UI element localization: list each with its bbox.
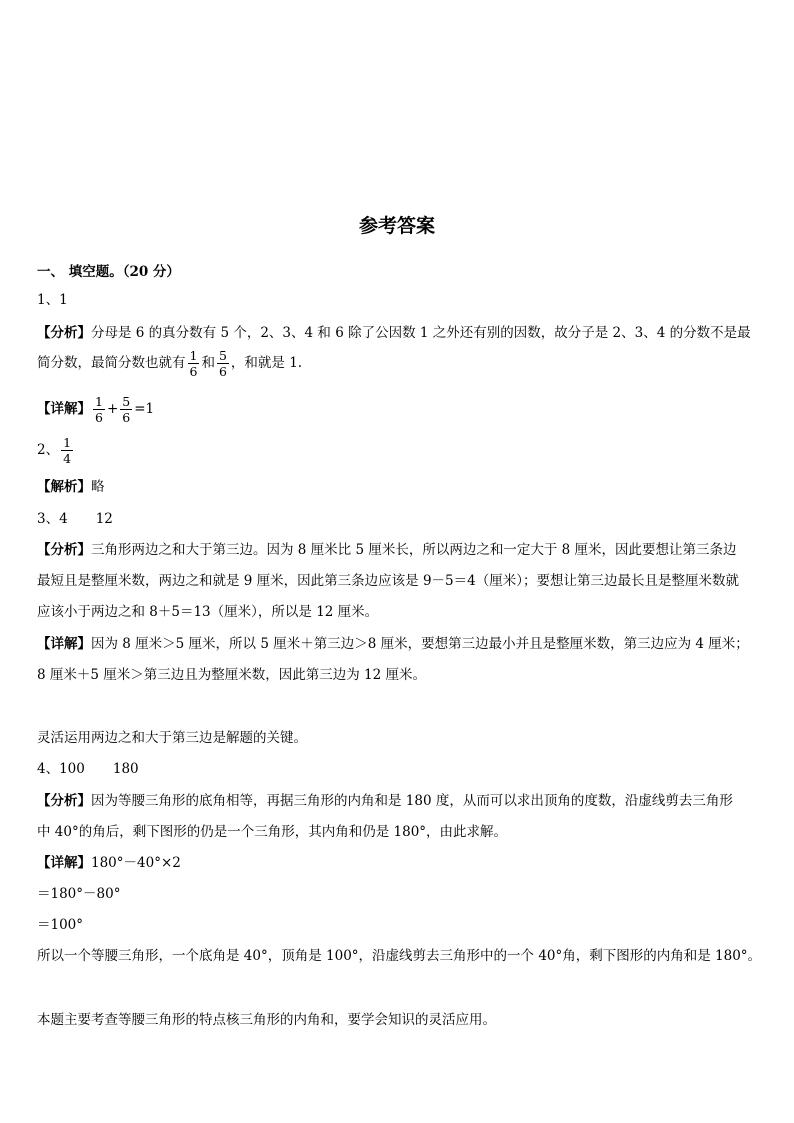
q3-analysis-line-2: 最短且是整厘米数，两边之和就是 9 厘米，因此第三条边应该是 9－5＝4（厘米）；要想让第三边最长且是整厘米数就	[37, 573, 739, 589]
q4-detail-line-2: ＝180°－80°	[37, 886, 121, 902]
q3-answer-2: 12	[95, 511, 113, 527]
q4-detail-text-1: 180°－40°×2	[91, 855, 181, 871]
detail-tag: 【详解】	[37, 855, 91, 871]
q3-answer	[37, 510, 113, 528]
analysis-tag: 【分析】	[37, 793, 91, 809]
equals-one: =1	[134, 401, 155, 417]
q1-analysis-text-2b: ，和就是 1.	[230, 355, 303, 371]
q2-answer	[37, 435, 75, 466]
q4-detail-line-3: ＝100°	[37, 917, 84, 933]
q3-summary: 灵活运用两边之和大于第三边是解题的关键。	[37, 730, 307, 746]
detail-tag: 【详解】	[37, 636, 91, 652]
analysis-tag: 【分析】	[37, 325, 91, 341]
fraction-denominator: 6	[218, 364, 227, 379]
fraction-numerator: 1	[63, 435, 72, 450]
fraction-denominator: 6	[95, 410, 103, 425]
section-heading: 一、 填空题。（20 分）	[37, 264, 180, 280]
q1-answer: 1、1	[37, 292, 68, 308]
q4-analysis-text-1: 因为等腰三角形的底角相等，再据三角形的内角和是 180 度，从而可以求出顶角的度数，沿虚线剪去三角形	[91, 793, 733, 809]
fraction-denominator: 6	[122, 410, 131, 425]
fraction-one-sixth	[188, 348, 200, 379]
fraction-numerator: 5	[218, 348, 227, 363]
q2-answer-prefix: 2、	[37, 442, 60, 458]
fraction-one-sixth	[93, 394, 105, 425]
fraction-numerator: 1	[95, 394, 103, 409]
q4-summary: 本题主要考查等腰三角形的特点核三角形的内角和，要学会知识的灵活应用。	[37, 1012, 496, 1028]
plus-sign: +	[106, 401, 119, 417]
q3-detail-text-1: 因为 8 厘米＞5 厘米，所以 5 厘米＋第三边＞8 厘米，要想第三边最小并且是整厘米数，第三边应为 4 厘米；	[91, 636, 749, 652]
q3-answer-1: 3、4	[37, 511, 68, 527]
q4-answer-2: 180	[112, 761, 139, 777]
explain-tag: 【解析】	[37, 479, 91, 495]
q3-analysis-line-1	[37, 541, 737, 559]
q1-analysis-text-2a: 简分数，最简分数也就有	[37, 355, 186, 371]
fraction-one-quarter	[61, 435, 73, 466]
q3-detail-line-2: 8 厘米＋5 厘米＞第三边且为整厘米数，因此第三边为 12 厘米。	[37, 667, 427, 683]
fraction-numerator: 5	[122, 394, 131, 409]
detail-tag: 【详解】	[37, 401, 91, 417]
q3-detail-line-1	[37, 635, 749, 653]
fraction-five-sixths	[217, 348, 229, 379]
q4-detail-line-4: 所以一个等腰三角形，一个底角是 40°，顶角是 100°，沿虚线剪去三角形中的一个 40°角，剩下图形的内角和是 180°。	[37, 948, 762, 964]
page-title: 参考答案	[358, 215, 435, 237]
q4-answer-1: 4、100	[37, 761, 85, 777]
q4-analysis-line-1	[37, 792, 733, 810]
analysis-tag: 【分析】	[37, 542, 91, 558]
q1-analysis-text-1: 分母是 6 的真分数有 5 个，2、3、4 和 6 除了公因数 1 之外还有别的因数，故分子是 2、3、4 的分数不是最	[91, 325, 751, 341]
q1-analysis-line-1	[37, 324, 751, 342]
fraction-five-sixths	[120, 394, 132, 425]
fraction-denominator: 6	[189, 364, 198, 379]
q1-analysis-line-2	[37, 348, 302, 379]
q1-detail-line	[37, 394, 154, 425]
q3-analysis-line-3: 应该小于两边之和 8＋5＝13（厘米），所以是 12 厘米。	[37, 604, 379, 620]
q3-analysis-text-1: 三角形两边之和大于第三边。因为 8 厘米比 5 厘米长，所以两边之和一定大于 8 厘米，因此要想让第三条边	[91, 542, 737, 558]
q4-analysis-line-2: 中 40°的角后，剩下图形的仍是一个三角形，其内角和仍是 180°，由此求解。	[37, 824, 508, 840]
q4-detail-line-1	[37, 854, 181, 872]
q2-explain-text: 略	[91, 479, 105, 495]
q2-explain-line	[37, 478, 105, 496]
and-text: 和	[201, 355, 215, 371]
fraction-numerator: 1	[189, 348, 198, 363]
fraction-denominator: 4	[63, 451, 72, 466]
q4-answer	[37, 760, 139, 778]
